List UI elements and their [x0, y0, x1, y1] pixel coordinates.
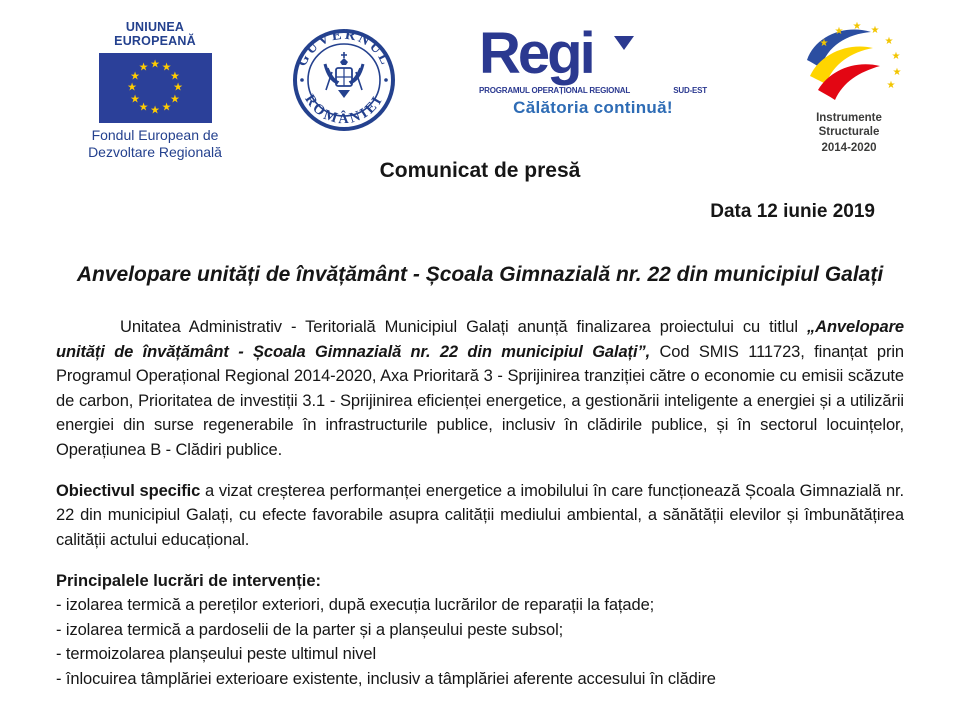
work-item-3: - termoizolarea planșeului peste ultimul nivel	[56, 645, 377, 663]
paragraph-project-summary	[56, 315, 904, 462]
regio-tagline: Călătoria continuă!	[513, 98, 673, 117]
eu-logo-title: UNIUNEA EUROPEANĂ	[114, 20, 196, 48]
svg-text:★: ★	[870, 25, 880, 36]
regio-region-label: SUD-EST	[673, 86, 707, 95]
svg-text:★: ★	[852, 22, 862, 32]
eu-logo-subtitle-1: Fondul European de	[91, 127, 219, 143]
page-title: Comunicat de presă	[379, 159, 581, 182]
structural-instruments-label-1: Instrumente Structurale	[816, 112, 882, 138]
eu-flag-logo	[84, 20, 226, 161]
regio-color-wheel-icon	[596, 29, 652, 85]
eagle-crest-icon	[325, 52, 363, 98]
work-item-4: - înlocuirea tâmplăriei exterioare existente, inclusiv a tâmplăriei aferente accesului în clădire	[56, 669, 716, 688]
paragraph-specific-objective	[56, 479, 904, 553]
date-line: Data 12 iunie 2019	[710, 201, 875, 222]
seal-text-bottom: ROMÂNIEI	[301, 91, 387, 128]
document-body	[56, 158, 904, 691]
project-heading: Anvelopare unități de învățământ - Școala Gimnazială nr. 22 din municipiul Galați	[76, 263, 884, 286]
svg-text:★: ★	[884, 36, 894, 47]
government-of-romania-seal	[292, 28, 396, 132]
structural-instruments-icon	[793, 22, 905, 104]
paragraph1-tail: Cod SMIS 111723, finanțat prin Programul Operațional Regional 2014-2020, Axa Prioritară 3 - Sprijinirea tranziției către o economie cu emisii scăzute de carbon, Prioritatea de investiții 3.1 - Sprijinirea eficienței energetice, a gestionării inteligente a energiei și a utilizării energiei din surse regenerabile în infrastructurile publice, inclusiv în clădirile publice, și în sectorul locuințelor, Operațiunea B - Clădiri publice.	[56, 342, 904, 459]
paragraph1-project-title: „Anvelopare unități de învățământ - Școala Gimnazială nr. 22 din municipiul Galați”,	[56, 318, 904, 361]
regio-logo	[479, 21, 707, 118]
work-item-2: - izolarea termică a pardoselii de la parter și a planșeului peste subsol;	[56, 620, 564, 639]
seal-text-top: GUVERNUL	[293, 28, 395, 70]
regio-wordmark: Regi	[479, 21, 593, 86]
svg-text:★: ★	[819, 38, 829, 49]
regio-program-label: PROGRAMUL OPERAȚIONAL REGIONAL	[479, 86, 631, 95]
paragraph2-lead-bold: Obiectivul specific	[56, 481, 201, 500]
works-list-title: Principalele lucrări de intervenție:	[56, 571, 322, 590]
structural-instruments-label-2: 2014-2020	[821, 142, 877, 154]
structural-instruments-logo	[786, 22, 912, 155]
work-item-1: - izolarea termică a pereților exteriori, după execuția lucrărilor de reparații la fațade;	[56, 596, 655, 614]
svg-text:★: ★	[886, 80, 896, 91]
eu-flag: ★ ★ ★ ★ ★ ★ ★ ★ ★ ★ ★ ★	[99, 53, 212, 123]
svg-text:★: ★	[891, 51, 901, 62]
svg-text:★: ★	[892, 67, 902, 78]
svg-text:★: ★	[834, 26, 844, 37]
eu-logo-subtitle-2: Dezvoltare Regională	[88, 144, 222, 160]
paragraph2-tail: a vizat creșterea performanței energetice a imobilului în care funcționează Școala Gimnazială nr. 22 din municipiul Galați, cu efecte favorabile asupra calității mediului ambiental, a sănătății elevilor și îmbunătățirea calității actului educațional.	[56, 481, 905, 549]
paragraph1-lead: Unitatea Administrativ - Teritorială Municipiul Galați anunță finalizarea proiectului cu titlul	[120, 318, 807, 336]
government-seal-icon	[292, 28, 396, 132]
